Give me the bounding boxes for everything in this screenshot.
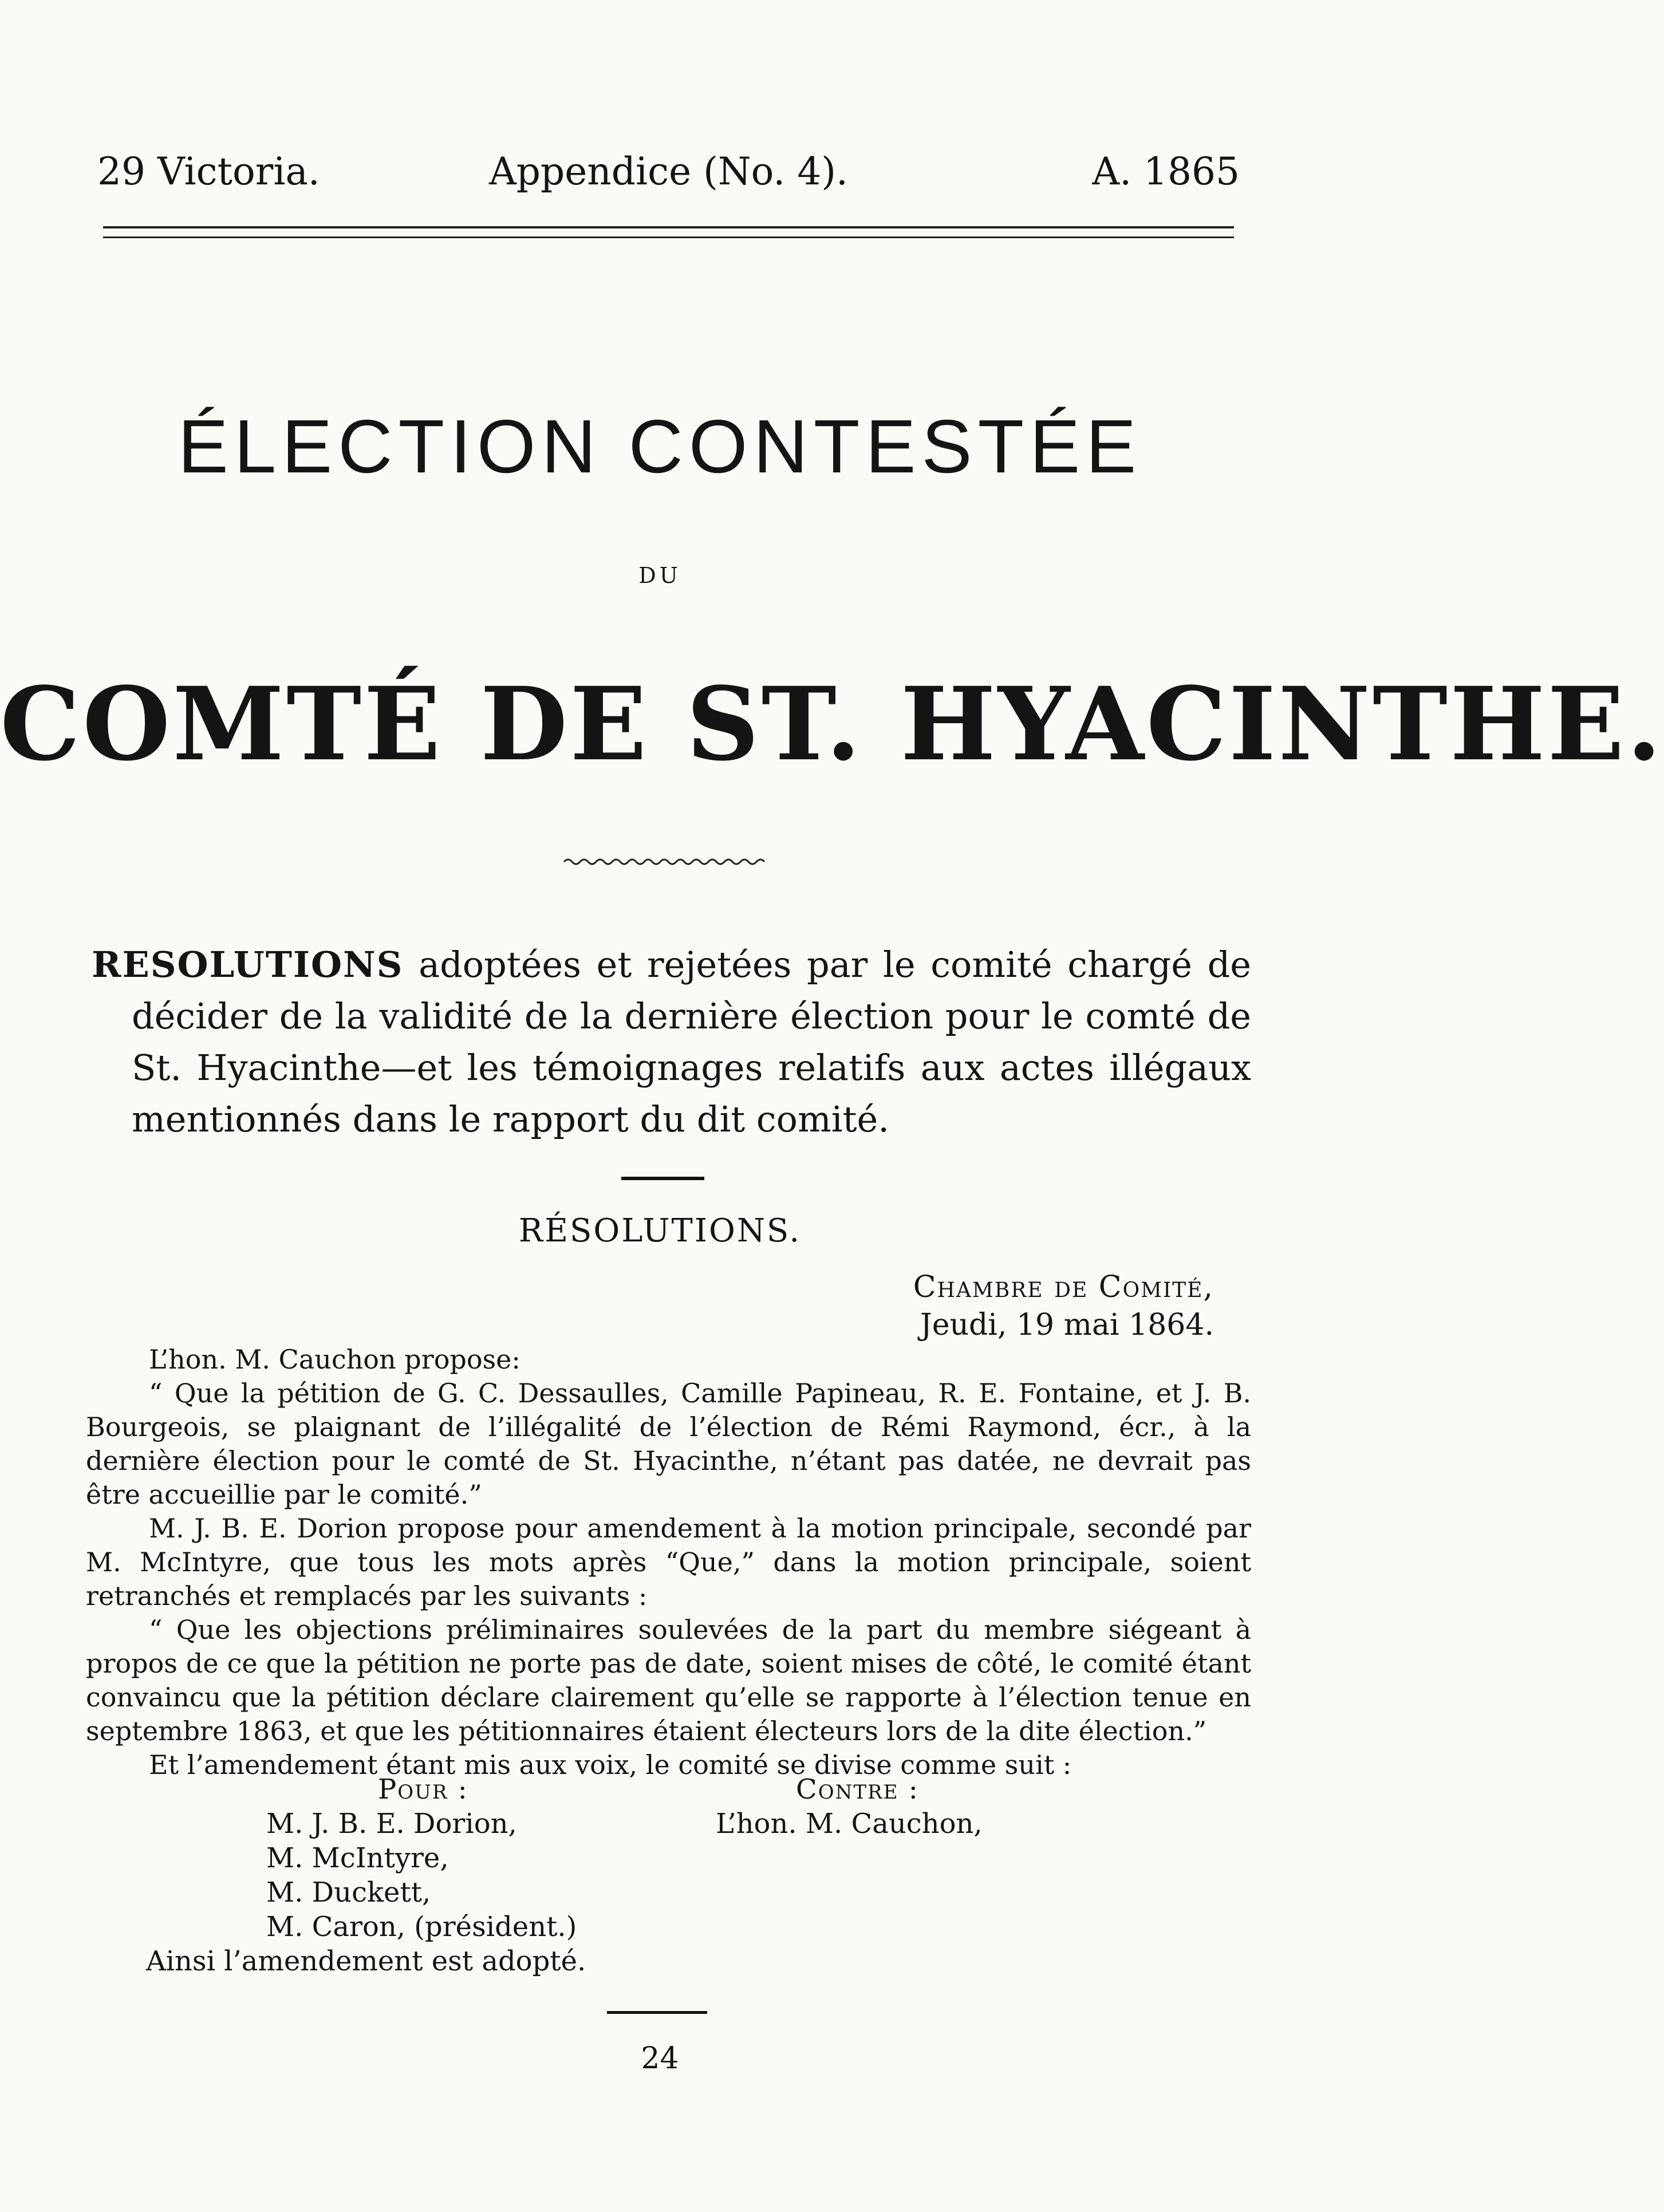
contre-list (716, 1807, 983, 1841)
title-connector: DU (638, 563, 681, 588)
pour-member: M. McIntyre, (266, 1842, 449, 1874)
header-appendix: Appendice (No. 4). (489, 149, 848, 194)
page-number: 24 (641, 2041, 679, 2076)
amendment-text: “ Que les objections préliminaires soulevées de la part du membre siégeant à propos de ce que la pétition ne porte pas de date, soient mises de côté, le comité étant convaincu que la pétition déclare clairement qu’elle se rapporte à l’élection tenue en septembre 1863, et que les pétitionnaires étaient électeurs lors de la dite élection.” (86, 1614, 1251, 1746)
chamber-dateline (913, 1268, 1214, 1344)
section-rule (621, 1177, 704, 1180)
footer-rule (607, 2011, 707, 2014)
intro-lead: RESOLUTIONS (92, 944, 404, 985)
pour-label: Pour : (378, 1773, 468, 1805)
pour-member: M. Caron, (président.) (266, 1911, 577, 1943)
intro-text: adoptées et rejetées par le comité chargé de décider de la validité de la dernière élection pour le comté de St. Hyacinthe—et les témoignages relatifs aux actes illégaux mentionnés dans le rapport du dit comité. (132, 944, 1251, 1140)
pour-member: M. Duckett, (266, 1876, 431, 1909)
running-header (97, 146, 1240, 198)
motion-text: “ Que la pétition de G. C. Dessaulles, Camille Papineau, R. E. Fontaine, et J. B. Bourgeois, se plaignant de l’illégalité de l’élection de Rémi Raymond, écr., à la dernière élection pour le comté de St. Hyacinthe, n’étant pas datée, ne devrait pas être accueillie par le comité.” (86, 1378, 1251, 1510)
header-rule-bottom (103, 236, 1234, 238)
title-comte: COMTÉ DE ST. HYACINTHE. (0, 665, 1664, 783)
motion-intro: L’hon. M. Cauchon propose: (149, 1344, 521, 1375)
title-election-contestee: ÉLECTION CONTESTÉE (178, 404, 1142, 488)
amendment-intro: M. J. B. E. Dorion propose pour amendement à la motion principale, secondé par M. McIntyre, que tous les mots après “Que,” dans la motion principale, soient retranchés et remplacés par les suivants : (86, 1513, 1251, 1611)
pour-list (266, 1807, 577, 1944)
header-rule-top (103, 226, 1234, 228)
wavy-divider (564, 853, 764, 870)
amendment-adopted: Ainsi l’amendement est adopté. (146, 1945, 586, 1977)
intro-paragraph (92, 939, 1251, 1145)
vote-intro: Et l’amendement étant mis aux voix, le comité se divise comme suit : (149, 1749, 1072, 1780)
resolution-body (86, 1343, 1251, 1782)
vote-headings (86, 1772, 1251, 1812)
chamber-name: Chambre de Comité, (913, 1270, 1214, 1304)
meeting-date: Jeudi, 19 mai 1864. (920, 1308, 1214, 1342)
contre-label: Contre : (796, 1773, 919, 1805)
pour-member: M. J. B. E. Dorion, (266, 1808, 517, 1840)
contre-member: L’hon. M. Cauchon, (716, 1808, 983, 1840)
header-session: 29 Victoria. (97, 149, 320, 194)
resolutions-heading: RÉSOLUTIONS. (518, 1212, 802, 1249)
header-year: A. 1865 (1092, 149, 1240, 194)
